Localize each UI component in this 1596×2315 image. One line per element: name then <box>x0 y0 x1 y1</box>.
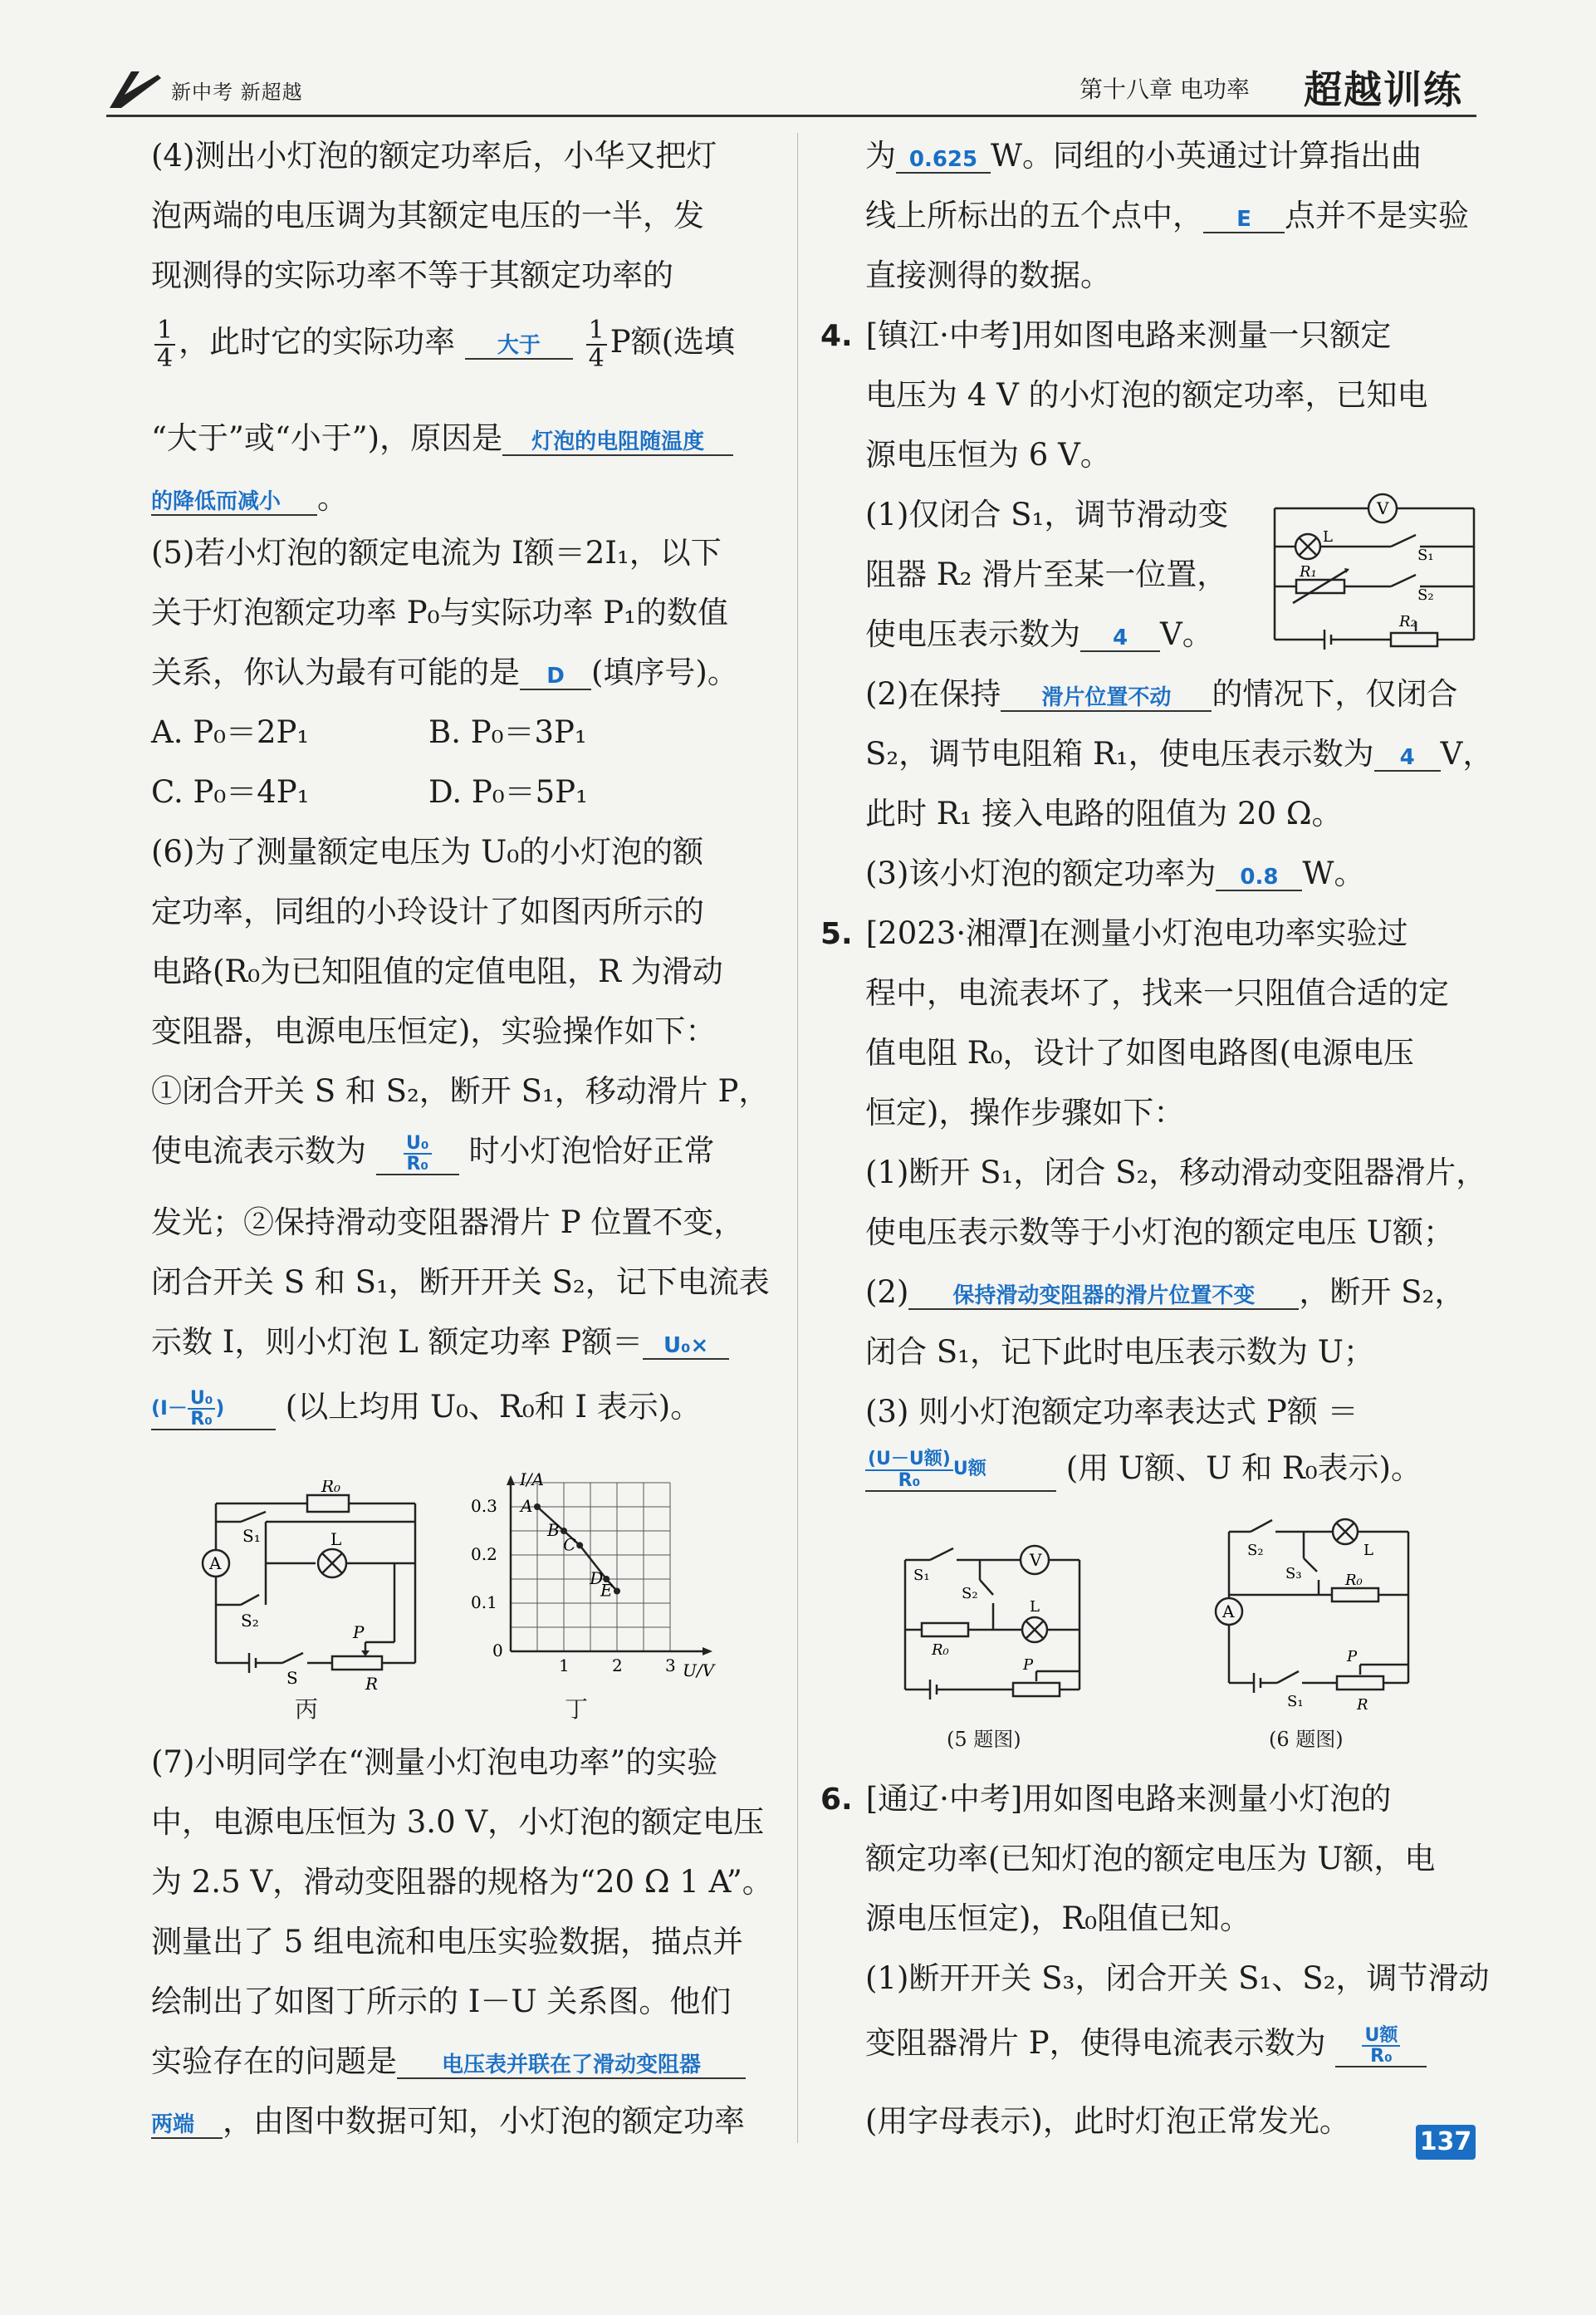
q6-line-1: (6)为了测量额定电压为 U₀的小灯泡的额 <box>151 834 704 870</box>
r-q4-step3: (3)该小灯泡的额定功率为 0.8 W。 <box>865 856 1365 891</box>
r-q5-line-2: 程中，电流表坏了，找来一只阻值合适的定 <box>865 975 1449 1011</box>
q7-line-1: (7)小明同学在“测量小灯泡电功率”的实验 <box>151 1744 718 1780</box>
label-p-q5: P <box>1023 1656 1034 1674</box>
label-rheostat: R <box>365 1674 379 1694</box>
q4-line-6: 的降低而减小 。 <box>151 480 348 516</box>
y-tick-label: 0.3 <box>471 1496 497 1516</box>
r-q4-step2-b: S₂，调节电阻箱 R₁，使电压表示数为 4 V， <box>865 736 1494 772</box>
q7-cont-line-3: 直接测得的数据。 <box>865 257 1111 293</box>
answer-blank-r-q4-4: 0.8 <box>1216 865 1302 891</box>
rheostat-r <box>332 1656 382 1670</box>
label-s: S <box>286 1668 298 1688</box>
point-label-b: B <box>547 1520 560 1540</box>
r-q4-line-3: 源电压恒为 6 V。 <box>865 437 1111 473</box>
q6-line-2: 定功率，同组的小玲设计了如图丙所示的 <box>151 894 704 929</box>
answer-blank-q6-2a: U₀× <box>643 1333 729 1360</box>
x-tick-label: 1 <box>559 1655 570 1675</box>
point-label-a: A <box>521 1496 533 1516</box>
rheostat-r2 <box>1391 633 1437 646</box>
rheostat-q5 <box>1013 1683 1060 1696</box>
q4-line-1: (4)测出小灯泡的额定功率后，小华又把灯 <box>151 138 717 174</box>
header-rule <box>106 115 1476 117</box>
figure-caption-ding: 丁 <box>565 1695 589 1723</box>
q5-line-1: (5)若小灯泡的额定电流为 I额＝2I₁，以下 <box>151 535 722 571</box>
q5-header: 5. [2023·湘潭]在测量小灯泡电功率实验过 <box>820 915 1408 951</box>
q6-line-9: 示数 I，则小灯泡 L 额定功率 P额＝ U₀× <box>151 1322 729 1362</box>
q7-line-4: 测量出了 5 组电流和电压实验数据，描点并 <box>151 1924 744 1959</box>
q6-line-7: 发光；②保持滑动变阻器滑片 P 位置不变， <box>151 1204 745 1240</box>
q7-line-6: 实验存在的问题是 电压表并联在了滑动变阻器 <box>151 2042 746 2082</box>
header-slogan: 新中考 新超越 <box>171 80 303 104</box>
y-axis-label: I/A <box>520 1470 545 1489</box>
figure-caption-bing: 丙 <box>295 1695 319 1723</box>
q6-line-3: 电路(R₀为已知阻值的定值电阻，R 为滑动 <box>151 954 723 989</box>
circuit-figure-q6 <box>1212 1512 1461 1719</box>
r-q5-step2-a: (2) 保持滑动变阻器的滑片位置不变 ，断开 S₂， <box>865 1274 1466 1310</box>
caption-q6: (6 题图) <box>1269 1728 1344 1751</box>
r-q4-step2-a: (2)在保持 滑片位置不动 的情况下，仅闭合 <box>865 676 1458 712</box>
label-r-q6: R <box>1357 1696 1368 1714</box>
point-label-d: D <box>590 1568 604 1588</box>
label-p-q6: P <box>1347 1648 1358 1665</box>
series-brand: 超越训练 <box>1304 67 1463 112</box>
q6-line-10: (I－ $\frac{\text{U₀}}{\text{R₀}}$ ) (以上均用 U₀、R₀和 I 表示)。 <box>151 1387 702 1430</box>
answer-blank-q7-3: E <box>1203 207 1285 233</box>
r-q4-step1-c: 使电压表示数为 4 V。 <box>865 616 1213 652</box>
answer-blank-q7-1b: 两端 <box>151 2112 223 2139</box>
r-q6-step1-b: 变阻器滑片 P，使得电流表示数为 U额 R₀ <box>865 2023 1427 2067</box>
label-r0: R₀ <box>321 1480 341 1496</box>
label-lamp-q6: L <box>1363 1542 1373 1559</box>
q7-line-7: 两端 ，由图中数据可知，小灯泡的额定功率 <box>151 2103 745 2139</box>
label-s1-q4: S₁ <box>1417 547 1434 564</box>
point-label-e: E <box>600 1580 613 1601</box>
option-b: B. P₀＝3P₁ <box>428 714 587 750</box>
r-q4-line-2: 电压为 4 V 的小灯泡的额定功率，已知电 <box>865 377 1428 413</box>
answer-blank-r-q6: U额 R₀ <box>1335 2023 1427 2067</box>
answer-blank-q5: D <box>520 664 591 690</box>
q4-line-2: 泡两端的电压调为其额定电压的一半，发 <box>151 198 704 233</box>
option-c: C. P₀＝4P₁ <box>151 774 310 810</box>
q5-line-3: 关系，你认为最有可能的是 D (填序号)。 <box>151 655 738 690</box>
q4-line-4: $\frac{1}{4}$ ，此时它的实际功率 大于 $\frac{1}{4}$ P额(选填 <box>151 317 735 371</box>
data-point-c <box>576 1542 583 1548</box>
data-point-b <box>561 1528 567 1534</box>
option-a: A. P₀＝2P₁ <box>151 714 310 750</box>
label-p: P <box>353 1622 365 1642</box>
rheostat-q6 <box>1337 1676 1383 1690</box>
x-axis-label: U/V <box>683 1660 715 1680</box>
data-point-e <box>614 1588 620 1595</box>
label-r0-q5: R₀ <box>932 1641 949 1659</box>
r-q4-step1-b: 阻器 R₂ 滑片至某一位置， <box>865 557 1228 592</box>
label-r2: R₂ <box>1399 613 1417 630</box>
r-q6-step1-a: (1)断开开关 S₃，闭合开关 S₁、S₂，调节滑动 <box>865 1960 1490 1996</box>
resistor-r0-q6 <box>1332 1588 1378 1601</box>
answer-blank-r-q5-2: (U－U额) R₀ U额 <box>865 1449 1056 1491</box>
r-q5-line-3: 值电阻 R₀，设计了如图电路图(电源电压 <box>865 1035 1414 1071</box>
q4-line-3: 现测得的实际功率不等于其额定功率的 <box>151 257 673 293</box>
fraction-quarter-2: $\frac{1}{4}$ <box>586 317 607 371</box>
label-ammeter-q6: A <box>1222 1601 1235 1621</box>
column-divider <box>797 133 798 2143</box>
q6-line-6: 使电流表示数为 $\frac{\text{U₀}}{\text{R₀}}$ 时小灯泡恰好正常 <box>151 1132 715 1175</box>
answer-blank-q4-1: 大于 <box>465 333 573 360</box>
q7-line-2: 中，电源电压恒为 3.0 V，小灯泡的额定电压 <box>151 1804 765 1840</box>
q7-line-5: 绘制出了如图丁所示的 I－U 关系图。他们 <box>151 1984 732 2019</box>
option-d: D. P₀＝5P₁ <box>428 774 588 810</box>
r-q4-step1-a: (1)仅闭合 S₁，调节滑动变 <box>865 497 1229 532</box>
resistor-r0-q5 <box>922 1623 968 1636</box>
answer-blank-r-q4-3: 4 <box>1374 745 1441 772</box>
r-q5-step3-a: (3) 则小灯泡额定功率表达式 P额 ＝ <box>865 1394 1359 1430</box>
answer-blank-q7-2: 0.625 <box>896 147 991 174</box>
r-q5-step3-b: (U－U额) R₀ U额 (用 U额、U 和 R₀表示)。 <box>865 1449 1422 1492</box>
circuit-figure-q5 <box>889 1530 1104 1721</box>
answer-blank-q4-2b: 的降低而减小 <box>151 489 317 516</box>
answer-blank-q4-2a: 灯泡的电阻随温度 <box>502 429 733 456</box>
q6-line-8: 闭合开关 S 和 S₁，断开开关 S₂，记下电流表 <box>151 1264 770 1300</box>
chapter-title: 第十八章 电功率 <box>1080 76 1250 103</box>
q4-header: 4. [镇江·中考]用如图电路来测量一只额定 <box>820 317 1392 353</box>
label-s2-q4: S₂ <box>1417 586 1434 604</box>
label-voltmeter-q5: V <box>1030 1550 1042 1570</box>
q7-line-3: 为 2.5 V，滑动变阻器的规格为“20 Ω 1 A”。 <box>151 1864 773 1900</box>
label-lamp: L <box>330 1529 342 1549</box>
label-s1: S₁ <box>242 1526 261 1546</box>
r-q4-step2-c: 此时 R₁ 接入电路的阻值为 20 Ω。 <box>865 796 1343 831</box>
publisher-logo-icon <box>106 66 164 113</box>
header-left <box>106 66 303 113</box>
answer-blank-r-q4-2: 滑片位置不动 <box>1001 685 1212 712</box>
q6-line-5: ①闭合开关 S 和 S₂，断开 S₁，移动滑片 P， <box>151 1073 770 1109</box>
y-tick-label: 0.2 <box>471 1544 497 1564</box>
answer-blank-r-q5-1: 保持滑动变阻器的滑片位置不变 <box>908 1283 1299 1310</box>
point-label-c: C <box>563 1534 576 1555</box>
label-voltmeter: V <box>1377 498 1389 518</box>
x-tick-label: 2 <box>612 1655 623 1675</box>
caption-q5: (5 题图) <box>947 1728 1021 1751</box>
label-s2-q6: S₂ <box>1247 1542 1264 1559</box>
data-point-a <box>534 1503 541 1510</box>
q6-header: 6. [通辽·中考]用如图电路来测量小灯泡的 <box>820 1781 1392 1817</box>
label-s3-q6: S₃ <box>1285 1565 1302 1582</box>
r-q5-step2-b: 闭合 S₁，记下此时电压表示数为 U； <box>865 1334 1374 1370</box>
label-lamp-q5: L <box>1030 1598 1040 1616</box>
y-tick-label: 0.1 <box>471 1592 497 1612</box>
page-number: 137 <box>1416 2125 1476 2160</box>
label-ammeter: A <box>209 1553 222 1573</box>
q6-line-4: 变阻器，电源电压恒定)，实验操作如下： <box>151 1013 717 1049</box>
label-s2-q5: S₂ <box>962 1585 978 1602</box>
answer-blank-q6-2b: (I－ $\frac{\text{U₀}}{\text{R₀}}$ ) <box>151 1388 276 1430</box>
label-s1-q6: S₁ <box>1287 1693 1304 1710</box>
resistor-r0 <box>307 1495 349 1512</box>
circuit-figure-bing <box>191 1480 440 1696</box>
answer-blank-q6-1: $\frac{\text{U₀}}{\text{R₀}}$ <box>376 1131 459 1175</box>
circuit-figure-q4 <box>1266 488 1482 655</box>
q5-line-2: 关于灯泡额定功率 P₀与实际功率 P₁的数值 <box>151 595 728 630</box>
label-r1: R₁ <box>1300 563 1317 581</box>
q7-cont-line-1: 为 0.625 W。同组的小英通过计算指出曲 <box>865 138 1422 174</box>
x-tick-label: 0 <box>492 1641 503 1660</box>
x-tick-label: 3 <box>665 1655 676 1675</box>
r-q6-line-2: 额定功率(已知灯泡的额定电压为 U额，电 <box>865 1841 1436 1876</box>
r-q5-line-4: 恒定)，操作步骤如下： <box>865 1095 1185 1131</box>
label-s2: S₂ <box>241 1611 259 1631</box>
iu-graph-ding <box>465 1470 722 1695</box>
answer-blank-r-q4-1: 4 <box>1080 625 1160 652</box>
r-q6-step1-c: (用字母表示)，此时灯泡正常发光。 <box>865 2103 1350 2139</box>
label-s1-q5: S₁ <box>913 1567 930 1584</box>
answer-blank-q7-1a: 电压表并联在了滑动变阻器 <box>397 2053 746 2079</box>
r-q5-step1-a: (1)断开 S₁，闭合 S₂，移动滑动变阻器滑片， <box>865 1155 1487 1190</box>
r-q6-line-3: 源电压恒定)，R₀阻值已知。 <box>865 1901 1251 1936</box>
q4-line-5: “大于”或“小于”)，原因是 灯泡的电阻随温度 <box>151 419 733 459</box>
label-r0-q6: R₀ <box>1345 1572 1363 1589</box>
fraction-quarter: $\frac{1}{4}$ <box>154 317 175 371</box>
label-lamp-q4: L <box>1323 528 1333 546</box>
r-q5-step1-b: 使电压表示数等于小灯泡的额定电压 U额； <box>865 1214 1454 1250</box>
q7-cont-line-2: 线上所标出的五个点中， E 点并不是实验 <box>865 198 1469 233</box>
